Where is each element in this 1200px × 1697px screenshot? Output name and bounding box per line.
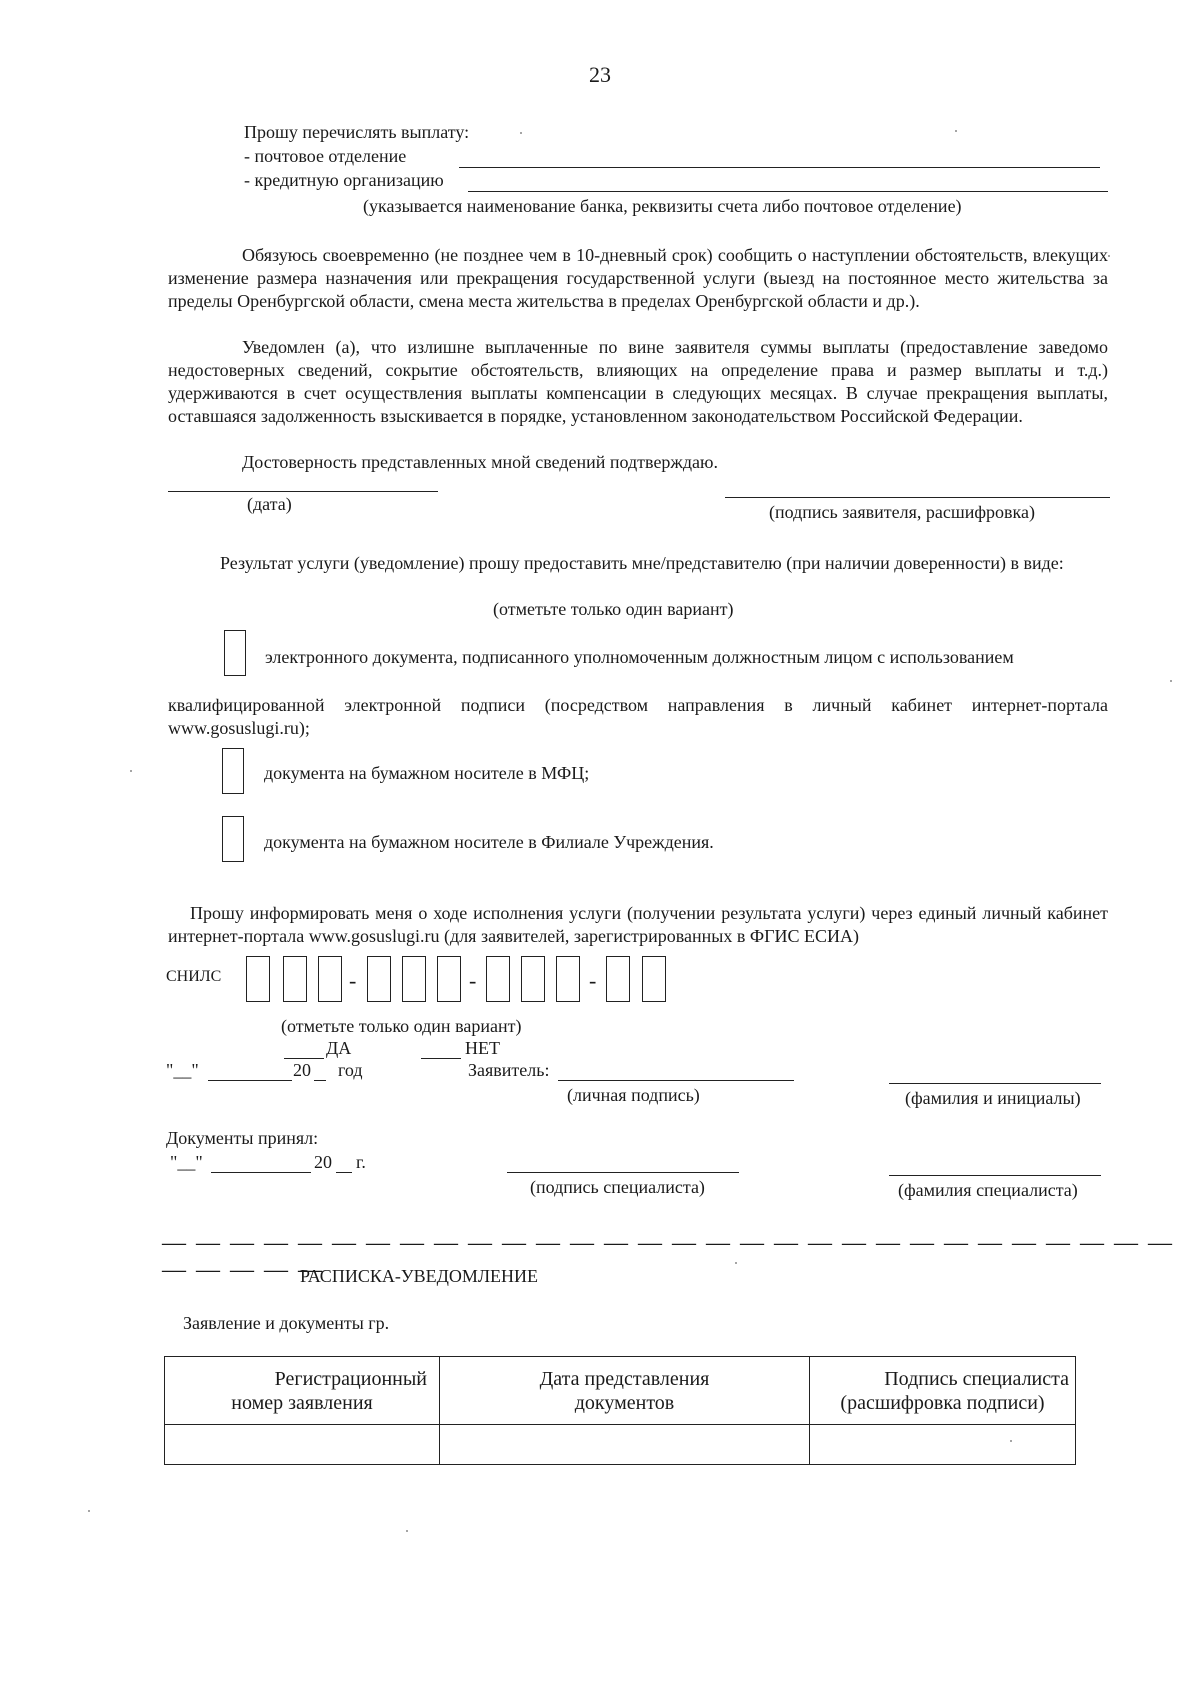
receipt-header-line: (расшифровка подписи) [840, 1391, 1045, 1414]
option-mfc-checkbox[interactable] [222, 748, 244, 794]
snils-separator: - [589, 968, 597, 993]
accepted-year-prefix: 20 [314, 1152, 332, 1172]
credit-organization-field[interactable] [468, 191, 1108, 192]
receipt-header-line: документов [574, 1391, 675, 1414]
scan-speck [1108, 255, 1110, 257]
specialist-signature-caption: (подпись специалиста) [530, 1177, 705, 1197]
payment-credit-label: - кредитную организацию [244, 170, 444, 190]
result-text: Результат услуги (уведомление) прошу предоставить мне/представителю (при наличии доверенности) в виде: [220, 553, 1064, 573]
applicant-personal-signature-field[interactable] [558, 1080, 794, 1081]
option-electronic-line1: электронного документа, подписанного уполномоченным должностным лицом с использованием [265, 647, 1014, 667]
specialist-name-field[interactable] [889, 1175, 1101, 1176]
snils-digit-box[interactable] [606, 956, 630, 1002]
snils-separator: - [349, 968, 357, 993]
notice-paragraph [168, 336, 1108, 428]
snils-digit-box[interactable] [318, 956, 342, 1002]
inform-date-month-field[interactable] [208, 1080, 292, 1081]
specialist-signature-field[interactable] [507, 1172, 739, 1173]
applicant-label: Заявитель: [468, 1060, 550, 1080]
inform-date-quote: "__" [166, 1060, 199, 1080]
payment-postal-label: - почтовое отделение [244, 146, 407, 166]
receipt-cell-submission-date[interactable] [440, 1425, 810, 1465]
snils-digit-box[interactable] [402, 956, 426, 1002]
snils-digit-box[interactable] [556, 956, 580, 1002]
personal-signature-caption: (личная подпись) [567, 1085, 700, 1105]
page-number: 23 [589, 62, 611, 87]
accepted-date-month-field[interactable] [211, 1172, 311, 1173]
inform-choose-one: (отметьте только один вариант) [281, 1016, 522, 1036]
receipt-header-specialist-signature [810, 1357, 1076, 1425]
snils-digit-box[interactable] [642, 956, 666, 1002]
scan-speck [520, 132, 522, 134]
payment-hint: (указывается наименование банка, реквизиты счета либо почтовое отделение) [363, 196, 962, 216]
specialist-name-caption: (фамилия специалиста) [898, 1180, 1078, 1200]
inform-paragraph [168, 902, 1108, 948]
inform-year-field[interactable] [314, 1080, 326, 1081]
scan-speck [735, 1262, 737, 1264]
obligation-paragraph [168, 244, 1108, 313]
option-electronic-continuation [168, 694, 1108, 740]
option-branch-checkbox[interactable] [222, 816, 244, 862]
receipt-table [164, 1356, 1076, 1465]
receipt-header-line: Дата представления [539, 1367, 710, 1390]
cut-line: — — — — — — — — — — — — — — — — — — — — — — — — — — — — — — — — — — — [162, 1230, 1174, 1283]
accepted-date-quote: "__" [170, 1152, 203, 1172]
no-mark-field[interactable] [421, 1058, 461, 1059]
option-mfc-label: документа на бумажном носителе в МФЦ; [264, 763, 590, 783]
result-choose-one: (отметьте только один вариант) [493, 599, 734, 619]
receipt-header-line: Подпись специалиста [884, 1367, 1069, 1390]
applicant-signature-field[interactable] [725, 497, 1110, 498]
accepted-year-suffix: г. [356, 1152, 366, 1172]
receipt-table-header-row [165, 1357, 1076, 1425]
receipt-header-registration-number [165, 1357, 440, 1425]
receipt-title: РАСПИСКА-УВЕДОМЛЕНИЕ [300, 1266, 539, 1286]
inform-year-suffix: год [338, 1060, 363, 1080]
scan-speck [406, 1530, 408, 1532]
obligation-text: Обязуюсь своевременно (не позднее чем в 10-дневный срок) сообщить о наступлении обстоятельств, влекущих изменение размера назначения или прекращения государственной услуги (выезд на постоянное место жительства за пределы Оренбургской области, смена места жительства в пределах Оренбургской области и др.). [168, 245, 1108, 311]
notice-text: Уведомлен (а), что излишне выплаченные по вине заявителя суммы выплаты (предоставление заведомо недостоверных сведений, сокрытие обстоятельств, влияющих на определение права и размер выплаты и т.д.) удерживаются в счет осуществления выплаты компенсации в следующих месяцах. В случае прекращения выплаты, оставшаяся задолженность взыскивается в порядке, установленном законодательством Российской Федерации. [168, 337, 1108, 426]
snils-digit-box[interactable] [367, 956, 391, 1002]
option-electronic-line2: квалифицированной электронной подписи (посредством направления в личный кабинет интернет-портала www.gosuslugi.ru); [168, 695, 1108, 738]
date-caption: (дата) [247, 494, 292, 514]
receipt-subtitle: Заявление и документы гр. [183, 1313, 390, 1333]
yes-label: ДА [326, 1038, 352, 1058]
snils-digit-box[interactable] [486, 956, 510, 1002]
applicant-name-field[interactable] [889, 1083, 1101, 1084]
receipt-cell-registration-number[interactable] [165, 1425, 440, 1465]
postal-office-field[interactable] [459, 167, 1100, 168]
option-branch-label: документа на бумажном носителе в Филиале Учреждения. [264, 832, 714, 852]
accepted-label: Документы принял: [166, 1128, 319, 1148]
name-initials-caption: (фамилия и инициалы) [905, 1088, 1081, 1108]
accepted-year-field[interactable] [336, 1172, 352, 1173]
snils-separator: - [469, 968, 477, 993]
snils-digit-box[interactable] [246, 956, 270, 1002]
receipt-header-line: Регистрационный [274, 1367, 427, 1390]
scan-speck [955, 130, 957, 132]
yes-mark-field[interactable] [284, 1058, 324, 1059]
receipt-header-line: номер заявления [231, 1391, 373, 1414]
payment-title: Прошу перечислять выплату: [244, 122, 470, 142]
snils-digit-box[interactable] [437, 956, 461, 1002]
receipt-table-row [165, 1425, 1076, 1465]
inform-year-prefix: 20 [293, 1060, 311, 1080]
snils-digit-box[interactable] [283, 956, 307, 1002]
result-paragraph [168, 552, 1108, 575]
scan-speck [130, 770, 132, 772]
option-electronic-checkbox[interactable] [224, 630, 246, 676]
no-label: НЕТ [465, 1038, 500, 1058]
receipt-header-submission-date [440, 1357, 810, 1425]
snils-digit-box[interactable] [521, 956, 545, 1002]
scan-speck [1010, 1440, 1012, 1442]
applicant-signature-caption: (подпись заявителя, расшифровка) [769, 502, 1035, 522]
snils-label: СНИЛС [166, 968, 222, 985]
inform-text: Прошу информировать меня о ходе исполнения услуги (получении результата услуги) через единый личный кабинет интернет-портала www.gosuslugi.ru (для заявителей, зарегистрированных в ФГИС ЕСИА) [168, 903, 1108, 946]
scan-speck [1170, 680, 1172, 682]
receipt-cell-specialist-signature[interactable] [810, 1425, 1076, 1465]
date-field[interactable] [168, 491, 438, 492]
confirm-text: Достоверность представленных мной сведений подтверждаю. [242, 452, 718, 472]
scan-speck [88, 1510, 90, 1512]
